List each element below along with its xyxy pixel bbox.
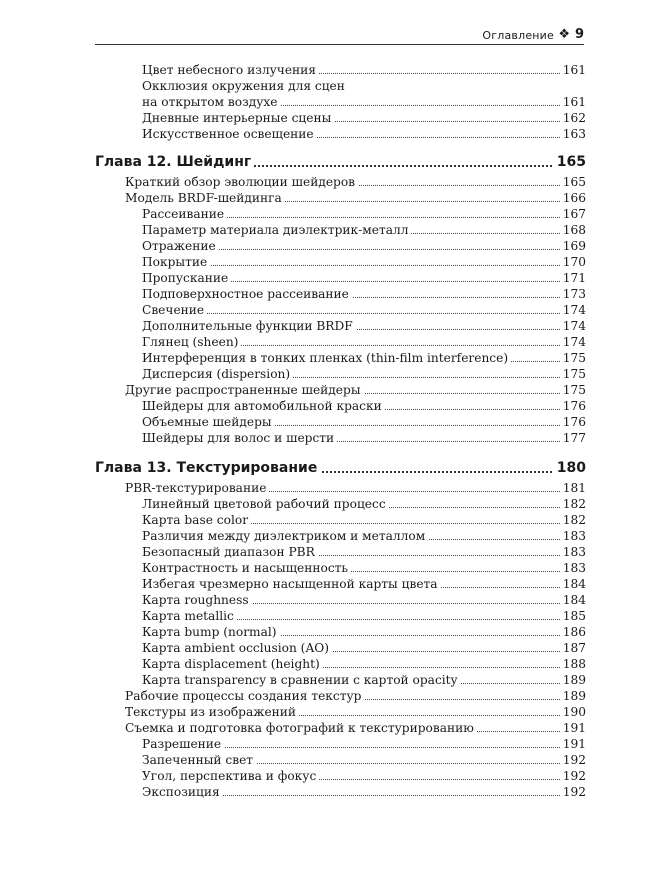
- toc-entry-title: Карта roughness: [142, 592, 252, 608]
- toc-entry-page: 189: [560, 672, 586, 688]
- chapter-12-entries: [95, 174, 586, 446]
- toc-entry: [95, 398, 586, 414]
- toc-entry: [95, 672, 586, 688]
- toc-entry-page: 188: [560, 656, 586, 672]
- toc-entry-page: 184: [560, 576, 586, 592]
- toc-entry: [95, 592, 586, 608]
- toc-entry-page: 173: [560, 286, 586, 302]
- page-number: 9: [574, 27, 584, 42]
- toc-entry-title: Модель BRDF-шейдинга: [125, 190, 285, 206]
- toc-entry-title: Карта base color: [142, 512, 251, 528]
- toc-entry-page: 174: [560, 334, 586, 350]
- toc-entry-title: Подповерхностное рассеивание: [142, 286, 352, 302]
- toc-entry-title: Карта transparency в сравнении с картой opacity: [142, 672, 460, 688]
- toc-entry: [95, 624, 586, 640]
- toc-entry-title: Карта displacement (height): [142, 656, 323, 672]
- toc-entry: [95, 174, 586, 190]
- toc-entry: [95, 238, 586, 254]
- toc-entry-title: Цвет небесного излучения: [142, 62, 319, 78]
- toc-entry-title: Безопасный диапазон PBR: [142, 544, 318, 560]
- toc-entry-title: Другие распространенные шейдеры: [125, 382, 364, 398]
- toc-entry-page: 182: [560, 512, 586, 528]
- toc-entry: [95, 704, 586, 720]
- toc-entry: [95, 768, 586, 784]
- toc-entry-title: Разрешение: [142, 736, 224, 752]
- toc-entry-page: 192: [560, 752, 586, 768]
- toc-entry-title: Дополнительные функции BRDF: [142, 318, 356, 334]
- toc-entry-page: 185: [560, 608, 586, 624]
- running-header: [95, 28, 584, 45]
- toc-entry: [95, 254, 586, 270]
- toc-entry-page: 166: [560, 190, 586, 206]
- toc-entry-page: 183: [560, 528, 586, 544]
- toc-entry: [95, 512, 586, 528]
- toc-entry-page: 175: [560, 382, 586, 398]
- toc-entry: [95, 382, 586, 398]
- toc-entry-page: 187: [560, 640, 586, 656]
- toc-entry-line: [95, 78, 586, 94]
- toc-entry-title: PBR-текстурирование: [125, 480, 269, 496]
- toc-entry: [95, 126, 586, 142]
- toc-entry-page: 176: [560, 398, 586, 414]
- toc-entry-title: Краткий обзор эволюции шейдеров: [125, 174, 358, 190]
- toc-block-continued: [95, 62, 586, 142]
- toc-entry-page: 163: [560, 126, 586, 142]
- toc-entry: [95, 62, 586, 78]
- toc-entry-title: Шейдеры для автомобильной краски: [142, 398, 385, 414]
- toc-entry-title: Искусственное освещение: [142, 126, 317, 142]
- toc-entry-title: Карта bump (normal): [142, 624, 280, 640]
- toc-entry-title: Параметр материала диэлектрик-металл: [142, 222, 411, 238]
- chapter-heading: [95, 458, 586, 478]
- toc-entry-title: Дневные интерьерные сцены: [142, 110, 334, 126]
- toc-entry: [95, 688, 586, 704]
- toc-entry: [95, 350, 586, 366]
- toc-entry-title: Пропускание: [142, 270, 231, 286]
- toc-entry-title: Съемка и подготовка фотографий к текстурированию: [125, 720, 477, 736]
- chapter-title: Глава 12. Шейдинг: [95, 152, 254, 172]
- toc-entry-title: Рабочие процессы создания текстур: [125, 688, 364, 704]
- toc-entry: [95, 656, 586, 672]
- toc-entry-title: Запеченный свет: [142, 752, 256, 768]
- toc-entry-page: 168: [560, 222, 586, 238]
- toc-entry-page: 176: [560, 414, 586, 430]
- toc-entry: [95, 720, 586, 736]
- toc-entry-page: 174: [560, 302, 586, 318]
- chapter-page: 165: [554, 152, 586, 172]
- toc-entry-title: на открытом воздухе: [142, 94, 281, 110]
- toc-entry-page: 182: [560, 496, 586, 512]
- toc-entry-title: Интерференция в тонких пленках (thin-film interference): [142, 350, 511, 366]
- ornament-icon: ❖: [558, 27, 570, 42]
- chapter-13-entries: [95, 480, 586, 800]
- toc-entry: [95, 414, 586, 430]
- toc-entry-title: Свечение: [142, 302, 207, 318]
- toc-entry-page: 169: [560, 238, 586, 254]
- toc-entry: [95, 110, 586, 126]
- toc-entry-page: 177: [560, 430, 586, 446]
- toc-entry-page: 170: [560, 254, 586, 270]
- toc-entry-title: Покрытие: [142, 254, 210, 270]
- toc-entry-page: 162: [560, 110, 586, 126]
- chapter-title: Глава 13. Текстурирование: [95, 458, 320, 478]
- toc-entry: [95, 430, 586, 446]
- toc-entry: [95, 640, 586, 656]
- toc-entry: [95, 736, 586, 752]
- toc-entry-page: 181: [560, 480, 586, 496]
- toc-chapter-12: [95, 152, 586, 446]
- toc-entry-title: Дисперсия (dispersion): [142, 366, 293, 382]
- toc-entry-title: Окклюзия окружения для сцен: [142, 79, 345, 93]
- toc-entry: [95, 528, 586, 544]
- toc-entry-title: Избегая чрезмерно насыщенной карты цвета: [142, 576, 441, 592]
- toc-entry-page: 171: [560, 270, 586, 286]
- toc-entry-title: Угол, перспектива и фокус: [142, 768, 319, 784]
- toc-entry: [95, 302, 586, 318]
- toc-entry-title: Линейный цветовой рабочий процесс: [142, 496, 389, 512]
- toc-entry-page: 175: [560, 350, 586, 366]
- toc-entry-page: 192: [560, 768, 586, 784]
- toc-entry-page: 161: [560, 62, 586, 78]
- toc-entry-page: 175: [560, 366, 586, 382]
- toc-entry-page: 191: [560, 720, 586, 736]
- toc-entry: [95, 784, 586, 800]
- chapter-page: 180: [554, 458, 586, 478]
- toc-entry-page: 183: [560, 560, 586, 576]
- header-title: Оглавление: [482, 29, 554, 42]
- toc-entry: [95, 366, 586, 382]
- toc-entry-title: Шейдеры для волос и шерсти: [142, 430, 337, 446]
- toc-entry-page: 167: [560, 206, 586, 222]
- toc-entry-title: Различия между диэлектриком и металлом: [142, 528, 428, 544]
- toc-entry: [95, 270, 586, 286]
- toc-entry-page: 184: [560, 592, 586, 608]
- toc-entry-title: Глянец (sheen): [142, 334, 241, 350]
- toc-entry: [95, 752, 586, 768]
- toc-entry-title: Рассеивание: [142, 206, 227, 222]
- toc-entry-page: 189: [560, 688, 586, 704]
- toc-entry-title: Контрастность и насыщенность: [142, 560, 351, 576]
- toc-entry-title: Объемные шейдеры: [142, 414, 275, 430]
- toc-entry: [95, 544, 586, 560]
- toc-entry: [95, 94, 586, 110]
- toc-entry: [95, 318, 586, 334]
- toc-entry-page: 192: [560, 784, 586, 800]
- toc-entry: [95, 576, 586, 592]
- toc-entry: [95, 496, 586, 512]
- toc-entry: [95, 480, 586, 496]
- toc-entry-title: Текстуры из изображений: [125, 704, 299, 720]
- toc-entry: [95, 560, 586, 576]
- toc-entry-page: 165: [560, 174, 586, 190]
- toc-entry-title: Отражение: [142, 238, 219, 254]
- chapter-heading: [95, 152, 586, 172]
- toc-entry: [95, 608, 586, 624]
- toc-entry-title: Экспозиция: [142, 784, 223, 800]
- toc-chapter-13: [95, 458, 586, 800]
- toc-entry: [95, 206, 586, 222]
- toc-entry: [95, 190, 586, 206]
- toc-entry-page: 190: [560, 704, 586, 720]
- toc-entry-page: 183: [560, 544, 586, 560]
- toc-entry-page: 174: [560, 318, 586, 334]
- toc-entry-page: 191: [560, 736, 586, 752]
- toc-entry-title: Карта ambient occlusion (AO): [142, 640, 332, 656]
- toc-entry: [95, 334, 586, 350]
- toc-entry: [95, 222, 586, 238]
- toc-entry-title: Карта metallic: [142, 608, 237, 624]
- toc-entry: [95, 286, 586, 302]
- toc-entry-page: 161: [560, 94, 586, 110]
- toc-entry-page: 186: [560, 624, 586, 640]
